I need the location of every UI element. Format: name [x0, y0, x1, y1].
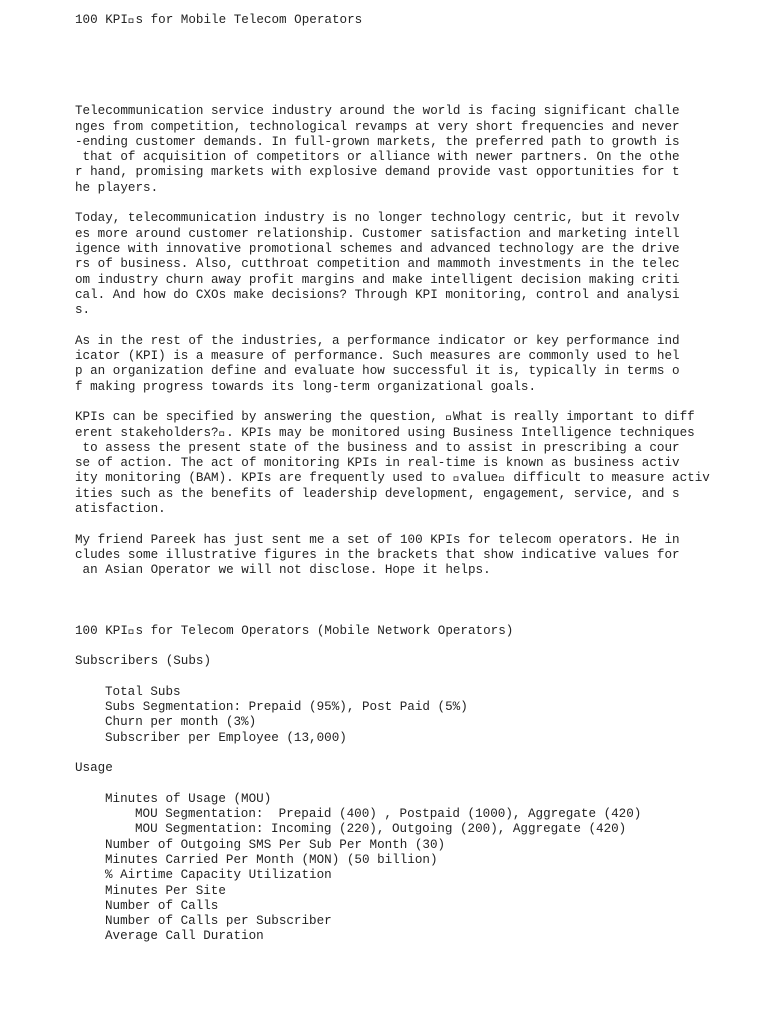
- paragraph-line: KPIs can be specified by answering the question,  What is really important to diff: [75, 410, 695, 425]
- list-item: Number of Calls per Subscriber: [105, 914, 332, 929]
- paragraph-line: that of acquisition of competitors or alliance with newer partners. On the othe: [75, 150, 680, 165]
- usage-list: [75, 792, 715, 945]
- paragraph-line: rs of business. Also, cutthroat competition and mammoth investments in the telec: [75, 257, 680, 272]
- paragraph-line: he players.: [75, 180, 159, 195]
- paragraph-line: an Asian Operator we will not disclose. Hope it helps.: [75, 563, 491, 578]
- paragraph-line: erent stakeholders? . KPIs may be monitored using Business Intelligence techniques: [75, 425, 695, 440]
- list-item: Average Call Duration: [105, 929, 264, 944]
- paragraph-line: cal. And how do CXOs make decisions? Through KPI monitoring, control and analysi: [75, 287, 680, 302]
- paragraph-line: cludes some illustrative figures in the brackets that show indicative values for: [75, 547, 680, 562]
- paragraph-line: om industry churn away profit margins and make intelligent decision making criti: [75, 272, 680, 287]
- document-page: [75, 13, 715, 945]
- paragraph-3: [75, 334, 715, 395]
- paragraph-line: f making progress towards its long-term organizational goals.: [75, 379, 537, 394]
- paragraph-line: Telecommunication service industry around the world is facing significant challe: [75, 104, 680, 119]
- paragraph-line: As in the rest of the industries, a performance indicator or key performance ind: [75, 333, 680, 348]
- list-item: Minutes of Usage (MOU): [105, 791, 272, 806]
- paragraph-line: s.: [75, 303, 91, 318]
- list-item: Number of Outgoing SMS Per Sub Per Month (30): [105, 837, 446, 852]
- document-title: 100 KPI s for Mobile Telecom Operators: [75, 13, 363, 27]
- paragraph-5: [75, 533, 715, 579]
- paragraph-2: [75, 211, 715, 318]
- list-item: Subscriber per Employee (13,000): [105, 730, 347, 745]
- paragraph-line: p an organization define and evaluate how successful it is, typically in terms o: [75, 364, 680, 379]
- sub-list-item: MOU Segmentation: Prepaid (400) , Postpaid (1000), Aggregate (420): [135, 807, 642, 822]
- paragraph-line: atisfaction.: [75, 502, 166, 517]
- paragraph-line: es more around customer relationship. Customer satisfaction and marketing intell: [75, 226, 680, 241]
- paragraph-line: Today, telecommunication industry is no longer technology centric, but it revolv: [75, 211, 680, 226]
- paragraph-4: [75, 410, 715, 517]
- list-item: Total Subs: [105, 684, 181, 699]
- list-item: Minutes Carried Per Month (MON) (50 billion): [105, 852, 438, 867]
- paragraph-line: -ending customer demands. In full-grown markets, the preferred path to growth is: [75, 134, 680, 149]
- paragraph-line: icator (KPI) is a measure of performance. Such measures are commonly used to hel: [75, 349, 680, 364]
- paragraph-line: ities such as the benefits of leadership development, engagement, service, and s: [75, 486, 680, 501]
- paragraph-line: nges from competition, technological revamps at very short frequencies and never: [75, 119, 680, 134]
- section-heading-subscribers: Subscribers (Subs): [75, 654, 212, 669]
- list-item: Number of Calls: [105, 898, 219, 913]
- paragraph-line: to assess the present state of the business and to assist in prescribing a cour: [75, 440, 680, 455]
- sub-list-item: MOU Segmentation: Incoming (220), Outgoing (200), Aggregate (420): [135, 822, 627, 837]
- list-title: 100 KPI s for Telecom Operators (Mobile Network Operators): [75, 623, 514, 638]
- list-item: Churn per month (3%): [105, 715, 257, 730]
- paragraph-line: se of action. The act of monitoring KPIs in real-time is known as business activ: [75, 456, 680, 471]
- paragraph-line: My friend Pareek has just sent me a set of 100 KPIs for telecom operators. He in: [75, 532, 680, 547]
- paragraph-1: [75, 104, 715, 196]
- list-item: Subs Segmentation: Prepaid (95%), Post Paid (5%): [105, 699, 468, 714]
- paragraph-line: r hand, promising markets with explosive demand provide vast opportunities for t: [75, 165, 680, 180]
- list-item: Minutes Per Site: [105, 883, 226, 898]
- paragraph-line: igence with innovative promotional schemes and advanced technology are the drive: [75, 241, 680, 256]
- subscribers-list: [75, 685, 715, 746]
- section-heading-usage: Usage: [75, 761, 113, 776]
- list-item: % Airtime Capacity Utilization: [105, 868, 332, 883]
- paragraph-line: ity monitoring (BAM). KPIs are frequently used to  value  difficult to measure activ: [75, 471, 710, 486]
